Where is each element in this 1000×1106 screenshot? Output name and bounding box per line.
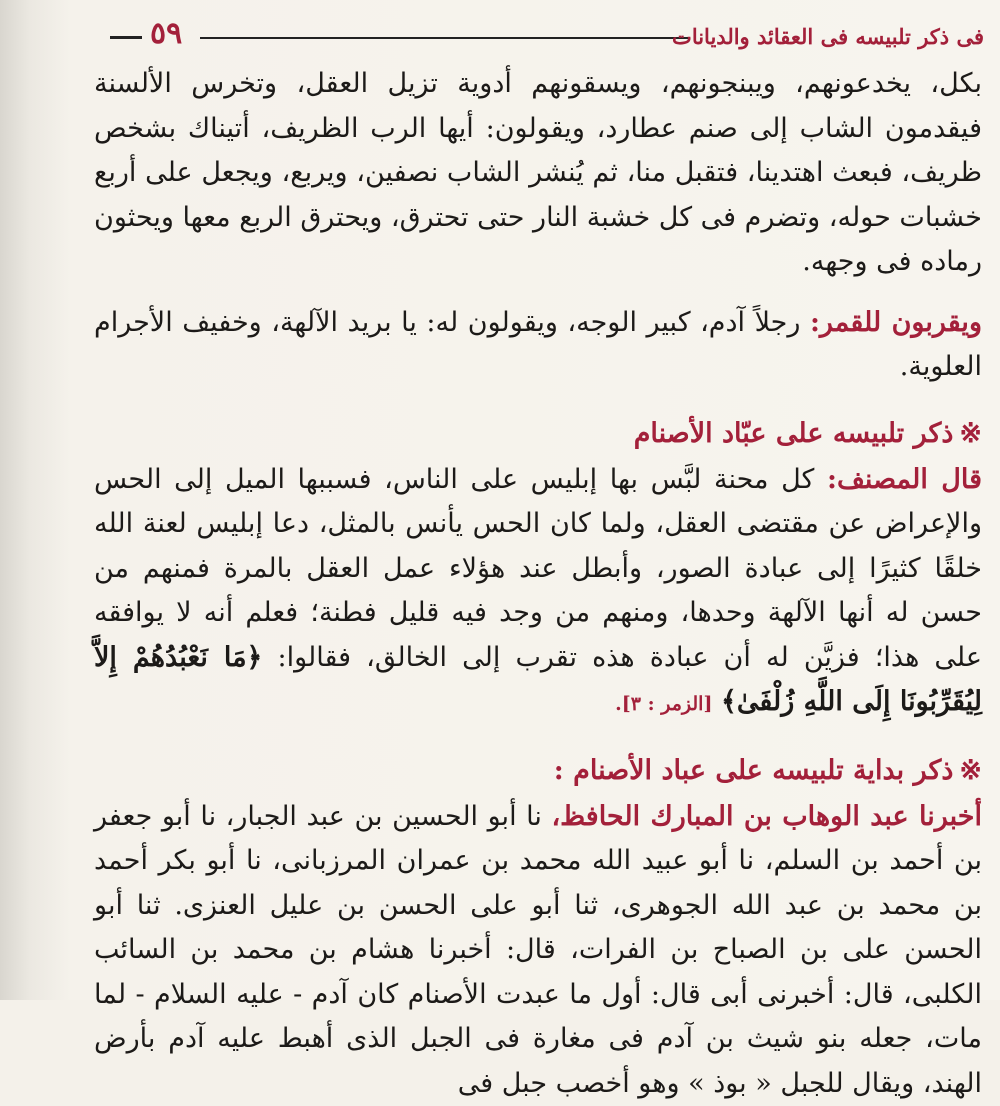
verse-reference: [الزمر : ٣]. <box>615 693 712 715</box>
page-header <box>110 12 990 52</box>
paragraph-isnad <box>94 795 982 1106</box>
heading-text: ذكر تلبيسه على عبّاد الأصنام <box>634 418 954 449</box>
paragraph-lead: ويقربون للقمر: <box>810 307 982 338</box>
paragraph-moon-offering <box>94 301 982 390</box>
paragraph-text: كل محنة لبَّس بها إبليس على الناس، فسببها الميل إلى الحس والإعراض عن مقتضى العقل، ولما كان الحس يأنس بالمثل، دعا إبليس لعنة الله خلقًا كثيرًا إلى عبادة الصور، وأبطل عند هؤلاء عمل العقل بالمرة فمنهم من حسن له أنها الآلهة وحدها، ومنهم من وجد فيه قليل فطنة؛ فعلم أنه لا يوافقه على هذا؛ فزيَّن له أن عبادة هذه تقرب إلى الخالق، فقالوا: <box>94 464 982 673</box>
header-rule <box>200 37 690 39</box>
heading-text: ذكر بداية تلبيسه على عباد الأصنام : <box>554 755 954 786</box>
paragraph-lead: أخبرنا عبد الوهاب بن المبارك الحافظ، <box>551 801 982 832</box>
section-heading-idol-worshippers <box>94 412 982 456</box>
star-icon: ※ <box>959 755 982 786</box>
header-dash <box>110 36 142 39</box>
star-icon: ※ <box>959 418 982 449</box>
paragraph-text: رجلاً آدم، كبير الوجه، ويقولون له: يا بريد الآلهة، وخفيف الأجرام العلوية. <box>94 307 982 383</box>
paragraph-author-says <box>94 458 982 727</box>
paragraph-text: نا أبو الحسين بن عبد الجبار، نا أبو جعفر بن أحمد بن السلم، نا أبو عبيد الله محمد بن عمران المرزبانى، نا أبو بكر أحمد بن محمد بن عبد الله الجوهرى، ثنا أبو على الحسن بن عليل العنزى. ثنا أبو الحسن على بن الصباح بن الفرات، قال: أخبرنا هشام بن محمد بن السائب الكلبى، قال: أخبرنى أبى قال: أول ما عبدت الأصنام كان آدم - عليه السلام - لما مات، جعله بنو شيث بن آدم فى مغارة فى الجبل الذى أهبط عليه آدم بأرض الهند، ويقال للجبل « بوذ » وهو أخصب جبل فى <box>94 801 982 1099</box>
page-number: ٥٩ <box>150 16 182 51</box>
quran-verse: ﴿مَا نَعْبُدُهُمْ إِلاَّ لِيُقَرِّبُونَا إِلَى اللَّهِ زُلْفَىٰ﴾ <box>94 642 982 718</box>
page-body <box>94 62 982 1106</box>
running-title: فى ذكر تلبيسه فى العقائد والديانات <box>672 24 984 49</box>
section-heading-beginning <box>94 749 982 793</box>
paragraph-mercury-sacrifice: بكل، يخدعونهم، ويبنجونهم، ويسقونهم أدوية تزيل العقل، وتخرس الألسنة فيقدمون الشاب إلى صنم عطارد، ويقولون: أيها الرب الظريف، أتيناك بشخص ظريف، فبعث اهتدينا، فتقبل منا، ثم يُنشر الشاب نصفين، ويربع، ويجعل على أربع خشبات حوله، وتضرم فى كل خشبة النار حتى تحترق، ويحترق الربع معها ويحثون رماده فى وجهه. <box>94 62 982 285</box>
paragraph-lead: قال المصنف: <box>827 464 982 495</box>
